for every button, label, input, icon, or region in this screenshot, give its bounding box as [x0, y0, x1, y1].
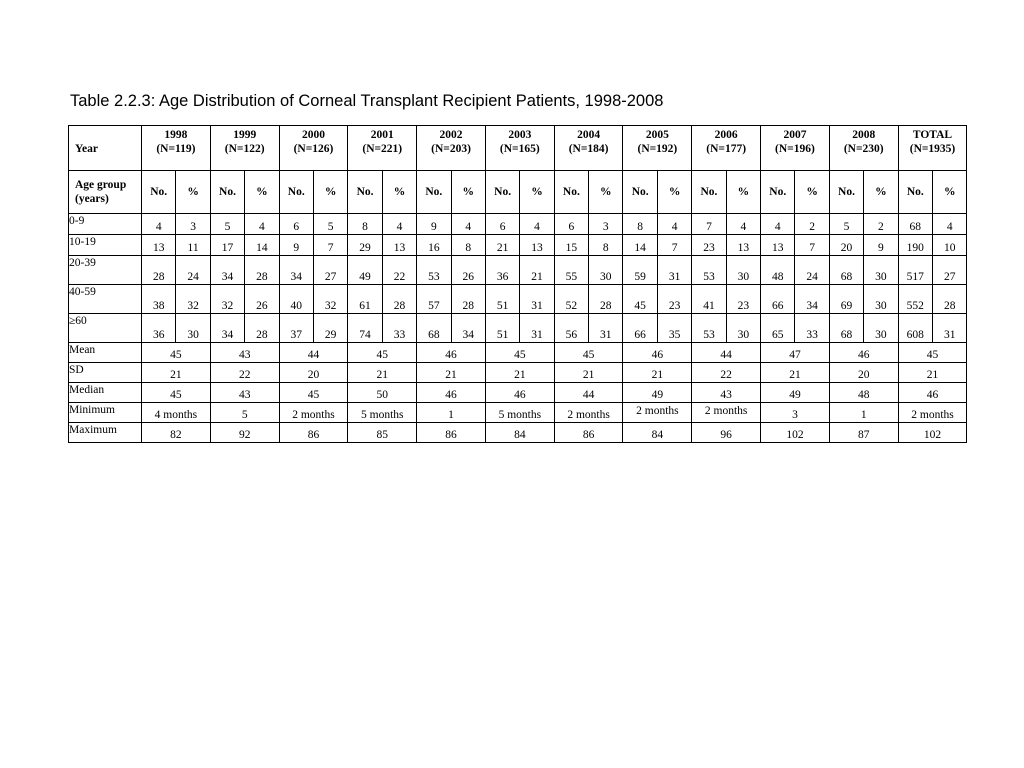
percent-cell: 28 [933, 285, 967, 314]
statistic-value-cell: 21 [485, 363, 554, 383]
year-header-2006: 2006 (N=177) [692, 126, 761, 171]
statistic-value-cell: 20 [829, 363, 898, 383]
percent-cell: 3 [589, 214, 623, 235]
count-cell: 34 [210, 314, 244, 343]
percent-cell: 30 [726, 314, 760, 343]
statistic-value-cell: 45 [348, 343, 417, 363]
percent-cell: 4 [726, 214, 760, 235]
count-cell: 53 [692, 314, 726, 343]
age-distribution-table [68, 125, 967, 443]
statistic-label: Median [69, 383, 142, 403]
count-cell: 48 [761, 256, 795, 285]
no-column-header: No. [279, 171, 313, 214]
percent-cell: 3 [176, 214, 210, 235]
percent-cell: 30 [589, 256, 623, 285]
no-column-header: No. [348, 171, 382, 214]
statistic-value-cell: 45 [142, 383, 211, 403]
age-group-label: 40-59 [69, 285, 142, 314]
year-header-row [69, 126, 967, 171]
count-cell: 190 [898, 235, 932, 256]
no-column-header: No. [210, 171, 244, 214]
year-header-2000: 2000 (N=126) [279, 126, 348, 171]
year-header-1999: 1999 (N=122) [210, 126, 279, 171]
age-group-row [69, 235, 967, 256]
percent-cell: 2 [864, 214, 898, 235]
count-cell: 8 [623, 214, 657, 235]
year-header-2008: 2008 (N=230) [829, 126, 898, 171]
count-cell: 14 [623, 235, 657, 256]
percent-cell: 34 [795, 285, 829, 314]
count-cell: 41 [692, 285, 726, 314]
count-cell: 53 [692, 256, 726, 285]
statistic-value-cell: 5 [210, 403, 279, 423]
statistic-value-cell: 4 months [142, 403, 211, 423]
percent-cell: 30 [864, 314, 898, 343]
age-group-label: 10-19 [69, 235, 142, 256]
count-cell: 4 [761, 214, 795, 235]
statistic-value-cell: 86 [279, 423, 348, 443]
percent-cell: 30 [864, 256, 898, 285]
statistic-label: Minimum [69, 403, 142, 423]
count-cell: 5 [829, 214, 863, 235]
statistic-value-cell: 82 [142, 423, 211, 443]
statistic-row [69, 343, 967, 363]
count-cell: 45 [623, 285, 657, 314]
count-cell: 55 [554, 256, 588, 285]
percent-cell: 8 [589, 235, 623, 256]
count-cell: 40 [279, 285, 313, 314]
statistic-value-cell: 43 [210, 343, 279, 363]
percent-column-header: % [245, 171, 279, 214]
age-group-label: ≥60 [69, 314, 142, 343]
count-cell: 34 [210, 256, 244, 285]
count-cell: 51 [485, 314, 519, 343]
statistic-value-cell: 5 months [485, 403, 554, 423]
statistic-value-cell: 21 [554, 363, 623, 383]
count-cell: 552 [898, 285, 932, 314]
percent-cell: 4 [520, 214, 554, 235]
year-header-2003: 2003 (N=165) [485, 126, 554, 171]
count-cell: 53 [417, 256, 451, 285]
no-column-header: No. [417, 171, 451, 214]
percent-cell: 35 [657, 314, 691, 343]
percent-cell: 10 [933, 235, 967, 256]
percent-column-header: % [313, 171, 347, 214]
count-cell: 7 [692, 214, 726, 235]
count-cell: 68 [417, 314, 451, 343]
percent-column-header: % [657, 171, 691, 214]
count-cell: 15 [554, 235, 588, 256]
year-header-2004: 2004 (N=184) [554, 126, 623, 171]
percent-column-header: % [864, 171, 898, 214]
percent-cell: 23 [657, 285, 691, 314]
statistic-value-cell: 21 [142, 363, 211, 383]
age-group-row [69, 285, 967, 314]
count-cell: 68 [898, 214, 932, 235]
age-group-column-label: Age group (years) [69, 171, 142, 214]
statistic-value-cell: 2 months [692, 403, 761, 423]
no-column-header: No. [554, 171, 588, 214]
statistic-value-cell: 46 [898, 383, 967, 403]
count-cell: 36 [485, 256, 519, 285]
count-cell: 32 [210, 285, 244, 314]
statistic-value-cell: 48 [829, 383, 898, 403]
statistic-value-cell: 92 [210, 423, 279, 443]
statistic-value-cell: 86 [417, 423, 486, 443]
percent-cell: 4 [382, 214, 416, 235]
statistic-value-cell: 22 [210, 363, 279, 383]
percent-cell: 13 [382, 235, 416, 256]
statistic-value-cell: 21 [761, 363, 830, 383]
percent-cell: 30 [726, 256, 760, 285]
statistic-value-cell: 22 [692, 363, 761, 383]
count-cell: 9 [417, 214, 451, 235]
count-cell: 34 [279, 256, 313, 285]
year-header-1998: 1998 (N=119) [142, 126, 211, 171]
no-column-header: No. [485, 171, 519, 214]
statistic-value-cell: 102 [898, 423, 967, 443]
statistic-label: Mean [69, 343, 142, 363]
percent-cell: 26 [451, 256, 485, 285]
percent-column-header: % [451, 171, 485, 214]
statistic-label: Maximum [69, 423, 142, 443]
count-cell: 17 [210, 235, 244, 256]
age-group-row [69, 214, 967, 235]
statistic-row [69, 403, 967, 423]
percent-cell: 4 [657, 214, 691, 235]
count-cell: 28 [142, 256, 176, 285]
count-cell: 4 [142, 214, 176, 235]
count-cell: 13 [142, 235, 176, 256]
count-cell: 57 [417, 285, 451, 314]
statistic-value-cell: 45 [485, 343, 554, 363]
statistic-value-cell: 1 [417, 403, 486, 423]
count-cell: 37 [279, 314, 313, 343]
age-group-row [69, 314, 967, 343]
percent-cell: 31 [657, 256, 691, 285]
statistic-value-cell: 49 [623, 383, 692, 403]
year-header-2002: 2002 (N=203) [417, 126, 486, 171]
count-cell: 21 [485, 235, 519, 256]
percent-cell: 4 [933, 214, 967, 235]
percent-cell: 30 [176, 314, 210, 343]
percent-cell: 31 [520, 285, 554, 314]
percent-cell: 24 [176, 256, 210, 285]
statistic-value-cell: 45 [142, 343, 211, 363]
statistic-value-cell: 46 [417, 383, 486, 403]
statistic-value-cell: 43 [692, 383, 761, 403]
percent-column-header: % [726, 171, 760, 214]
percent-cell: 33 [382, 314, 416, 343]
percent-cell: 4 [245, 214, 279, 235]
statistic-value-cell: 45 [554, 343, 623, 363]
statistic-value-cell: 96 [692, 423, 761, 443]
statistic-value-cell: 47 [761, 343, 830, 363]
count-cell: 6 [485, 214, 519, 235]
count-cell: 74 [348, 314, 382, 343]
percent-cell: 14 [245, 235, 279, 256]
percent-cell: 7 [795, 235, 829, 256]
count-cell: 49 [348, 256, 382, 285]
no-column-header: No. [692, 171, 726, 214]
table-body [69, 214, 967, 443]
percent-cell: 23 [726, 285, 760, 314]
count-cell: 66 [761, 285, 795, 314]
count-cell: 20 [829, 235, 863, 256]
count-cell: 61 [348, 285, 382, 314]
statistic-value-cell: 21 [417, 363, 486, 383]
count-cell: 56 [554, 314, 588, 343]
statistic-value-cell: 2 months [279, 403, 348, 423]
percent-cell: 13 [520, 235, 554, 256]
no-column-header: No. [623, 171, 657, 214]
statistic-row [69, 383, 967, 403]
age-group-label: 0-9 [69, 214, 142, 235]
count-cell: 65 [761, 314, 795, 343]
count-cell: 66 [623, 314, 657, 343]
statistic-row [69, 363, 967, 383]
statistic-value-cell: 44 [279, 343, 348, 363]
percent-column-header: % [589, 171, 623, 214]
statistic-value-cell: 84 [623, 423, 692, 443]
statistic-value-cell: 50 [348, 383, 417, 403]
no-column-header: No. [898, 171, 932, 214]
age-group-label: 20-39 [69, 256, 142, 285]
percent-cell: 32 [313, 285, 347, 314]
statistic-value-cell: 44 [692, 343, 761, 363]
age-group-header-row [69, 171, 967, 214]
count-cell: 9 [279, 235, 313, 256]
count-cell: 608 [898, 314, 932, 343]
percent-cell: 28 [245, 256, 279, 285]
statistic-value-cell: 2 months [623, 403, 692, 423]
count-cell: 68 [829, 256, 863, 285]
percent-cell: 9 [864, 235, 898, 256]
year-header-total: TOTAL (N=1935) [898, 126, 967, 171]
count-cell: 38 [142, 285, 176, 314]
percent-column-header: % [382, 171, 416, 214]
statistic-value-cell: 87 [829, 423, 898, 443]
statistic-value-cell: 20 [279, 363, 348, 383]
statistic-value-cell: 2 months [898, 403, 967, 423]
statistic-value-cell: 45 [898, 343, 967, 363]
percent-cell: 8 [451, 235, 485, 256]
percent-cell: 33 [795, 314, 829, 343]
percent-cell: 22 [382, 256, 416, 285]
percent-cell: 5 [313, 214, 347, 235]
percent-cell: 26 [245, 285, 279, 314]
percent-cell: 28 [382, 285, 416, 314]
percent-cell: 34 [451, 314, 485, 343]
statistic-value-cell: 43 [210, 383, 279, 403]
statistic-value-cell: 46 [485, 383, 554, 403]
count-cell: 68 [829, 314, 863, 343]
statistic-label: SD [69, 363, 142, 383]
year-header-2001: 2001 (N=221) [348, 126, 417, 171]
count-cell: 6 [554, 214, 588, 235]
statistic-value-cell: 46 [623, 343, 692, 363]
age-group-row [69, 256, 967, 285]
statistic-value-cell: 2 months [554, 403, 623, 423]
count-cell: 69 [829, 285, 863, 314]
count-cell: 51 [485, 285, 519, 314]
percent-cell: 31 [933, 314, 967, 343]
no-column-header: No. [829, 171, 863, 214]
percent-cell: 27 [933, 256, 967, 285]
count-cell: 5 [210, 214, 244, 235]
statistic-value-cell: 84 [485, 423, 554, 443]
percent-cell: 28 [245, 314, 279, 343]
percent-cell: 28 [589, 285, 623, 314]
percent-cell: 13 [726, 235, 760, 256]
percent-cell: 30 [864, 285, 898, 314]
table-title: Table 2.2.3: Age Distribution of Corneal Transplant Recipient Patients, 1998-2008 [70, 92, 664, 110]
statistic-value-cell: 45 [279, 383, 348, 403]
statistic-value-cell: 1 [829, 403, 898, 423]
percent-cell: 29 [313, 314, 347, 343]
percent-cell: 2 [795, 214, 829, 235]
percent-column-header: % [176, 171, 210, 214]
count-cell: 8 [348, 214, 382, 235]
percent-cell: 31 [589, 314, 623, 343]
statistic-value-cell: 5 months [348, 403, 417, 423]
percent-cell: 21 [520, 256, 554, 285]
statistic-value-cell: 21 [623, 363, 692, 383]
count-cell: 36 [142, 314, 176, 343]
statistic-value-cell: 3 [761, 403, 830, 423]
percent-cell: 31 [520, 314, 554, 343]
year-header-2005: 2005 (N=192) [623, 126, 692, 171]
percent-cell: 28 [451, 285, 485, 314]
count-cell: 517 [898, 256, 932, 285]
statistic-value-cell: 85 [348, 423, 417, 443]
statistic-value-cell: 86 [554, 423, 623, 443]
percent-cell: 7 [657, 235, 691, 256]
count-cell: 23 [692, 235, 726, 256]
percent-cell: 24 [795, 256, 829, 285]
statistic-value-cell: 21 [898, 363, 967, 383]
count-cell: 6 [279, 214, 313, 235]
no-column-header: No. [761, 171, 795, 214]
count-cell: 29 [348, 235, 382, 256]
no-column-header: No. [142, 171, 176, 214]
count-cell: 13 [761, 235, 795, 256]
count-cell: 52 [554, 285, 588, 314]
count-cell: 59 [623, 256, 657, 285]
percent-cell: 11 [176, 235, 210, 256]
year-header-2007: 2007 (N=196) [761, 126, 830, 171]
statistic-value-cell: 44 [554, 383, 623, 403]
percent-column-header: % [520, 171, 554, 214]
statistic-value-cell: 49 [761, 383, 830, 403]
count-cell: 16 [417, 235, 451, 256]
percent-column-header: % [933, 171, 967, 214]
percent-cell: 27 [313, 256, 347, 285]
statistic-row [69, 423, 967, 443]
percent-column-header: % [795, 171, 829, 214]
statistic-value-cell: 21 [348, 363, 417, 383]
percent-cell: 32 [176, 285, 210, 314]
statistic-value-cell: 46 [829, 343, 898, 363]
statistic-value-cell: 46 [417, 343, 486, 363]
year-column-label: Year [69, 126, 142, 171]
percent-cell: 4 [451, 214, 485, 235]
statistic-value-cell: 102 [761, 423, 830, 443]
percent-cell: 7 [313, 235, 347, 256]
